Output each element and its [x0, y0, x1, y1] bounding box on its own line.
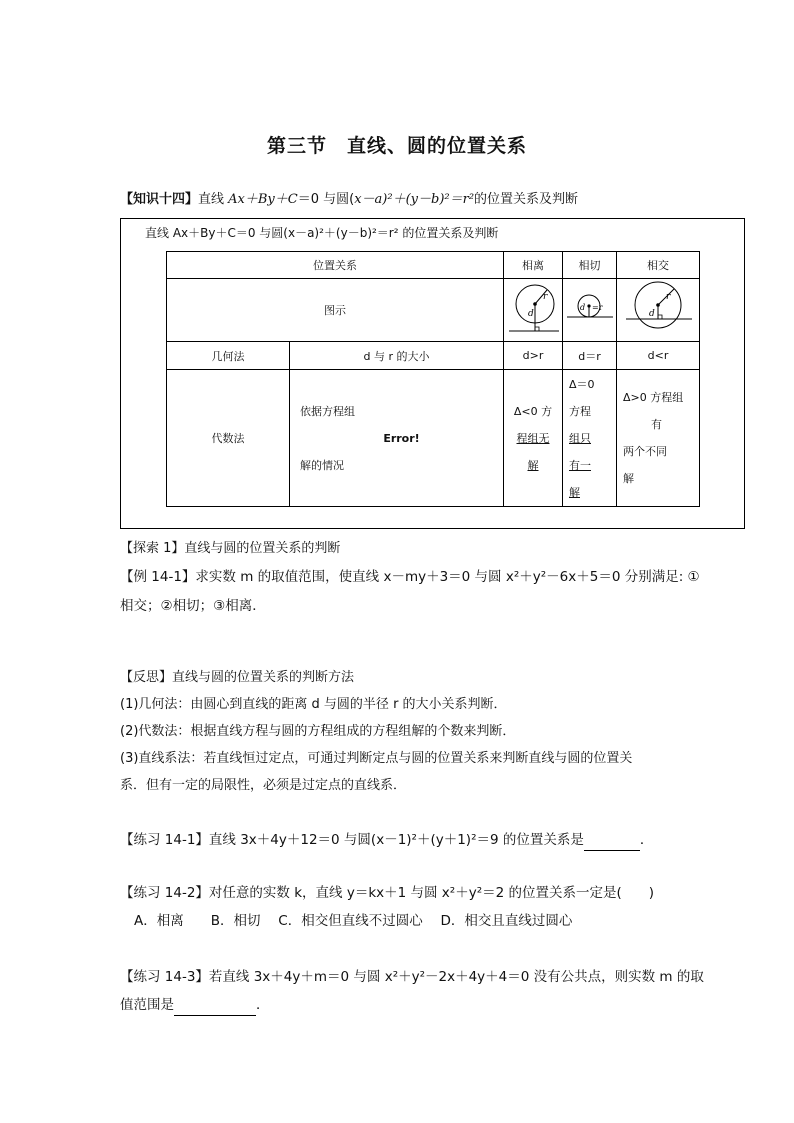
relation-table [166, 251, 700, 507]
diagram-label: 图示 [167, 279, 504, 342]
k14-circle: x－a)²＋(y－b)²＝r² [354, 192, 475, 207]
header-tangent: 相切 [563, 252, 617, 279]
diagram-tangent [563, 279, 617, 342]
geo-apart: d>r [504, 342, 563, 370]
geo-desc: d 与 r 的大小 [290, 342, 504, 370]
practice-14-1: 【练习 14-1】直线 3x＋4y＋12＝0 与圆(x－1)²＋(y＋1)²＝9 的位置关系是 ． [120, 830, 653, 851]
svg-text:r: r [666, 291, 671, 302]
alg-intersect: Δ>0 方程组 有 两个不同 解 [617, 370, 700, 507]
k14-pre: 直线 [198, 192, 229, 207]
k14-mid: ＝0 与圆( [297, 192, 355, 207]
svg-text:r: r [543, 291, 548, 302]
practice-14-2-options: A．相离 B．相切 C．相交但直线不过圆心 D．相交且直线过圆心 [134, 913, 573, 929]
practice-14-3-line2: 值范围是 ． [120, 995, 270, 1016]
reflect-item-2: (2)代数法：根据直线方程与圆的方程组成的方程组解的个数来判断． [120, 724, 516, 739]
alg-label: 代数法 [167, 370, 290, 507]
svg-text:d: d [649, 308, 655, 319]
example-14-1-line2: 相交；②相切；③相离． [120, 598, 266, 614]
geo-tangent: d＝r [563, 342, 617, 370]
knowledge-14-heading [120, 190, 578, 210]
explore-1-heading: 【探索 1】直线与圆的位置关系的判断 [120, 541, 341, 556]
circle-tangent-icon [565, 289, 615, 329]
diagram-apart [504, 279, 563, 342]
reflect-item-3b: 系．但有一定的局限性，必须是过定点的直线系． [120, 778, 407, 793]
geo-intersect: d<r [617, 342, 700, 370]
header-intersect: 相交 [617, 252, 700, 279]
error-text: Error! [383, 431, 420, 445]
practice-14-2: 【练习 14-2】对任意的实数 k，直线 y＝kx＋1 与圆 x²＋y²＝2 的位置关系一定是( ) [120, 885, 655, 901]
alg-tangent: Δ＝0 方程 组只 有一 解 [563, 370, 617, 507]
k14-line: Ax＋By＋C [228, 192, 298, 207]
k14-tag: 【知识十四】 [120, 192, 199, 207]
reflect-heading: 【反思】直线与圆的位置关系的判断方法 [120, 670, 355, 685]
reflect-item-1: (1)几何法：由圆心到直线的距离 d 与圆的半径 r 的大小关系判断． [120, 697, 507, 712]
svg-text:d: d [579, 302, 585, 312]
page-title: 第三节 直线、圆的位置关系 [266, 135, 527, 157]
header-relation: 位置关系 [167, 252, 504, 279]
reflect-item-3a: (3)直线系法：若直线恒过定点，可通过判断定点与圆的位置关系来判断直线与圆的位置关 [120, 751, 633, 766]
answer-blank-14-3[interactable] [174, 995, 256, 1016]
alg-desc: 依据方程组 Error! 解的情况 [290, 370, 504, 507]
geo-label: 几何法 [167, 342, 290, 370]
answer-blank-14-1[interactable] [584, 830, 640, 851]
circle-intersect-icon [622, 280, 694, 338]
svg-text:=r: =r [591, 302, 603, 312]
circle-apart-icon [505, 281, 561, 337]
box-caption: 直线 Ax＋By＋C＝0 与圆(x－a)²＋(y－b)²＝r² 的位置关系及判断 [145, 226, 499, 240]
k14-post: 的位置关系及判断 [474, 192, 579, 207]
practice-14-3-line1: 【练习 14-3】若直线 3x＋4y＋m＝0 与圆 x²＋y²－2x＋4y＋4＝0 没有公共点，则实数 m 的取 [120, 969, 704, 985]
example-14-1-line1: 【例 14-1】求实数 m 的取值范围，使直线 x－my＋3＝0 与圆 x²＋y²－6x＋5＝0 分别满足: ① [120, 569, 700, 585]
alg-apart: Δ<0 方 程组无 解 [504, 370, 563, 507]
header-apart: 相离 [504, 252, 563, 279]
diagram-intersect [617, 279, 700, 342]
svg-text:d: d [528, 308, 534, 319]
